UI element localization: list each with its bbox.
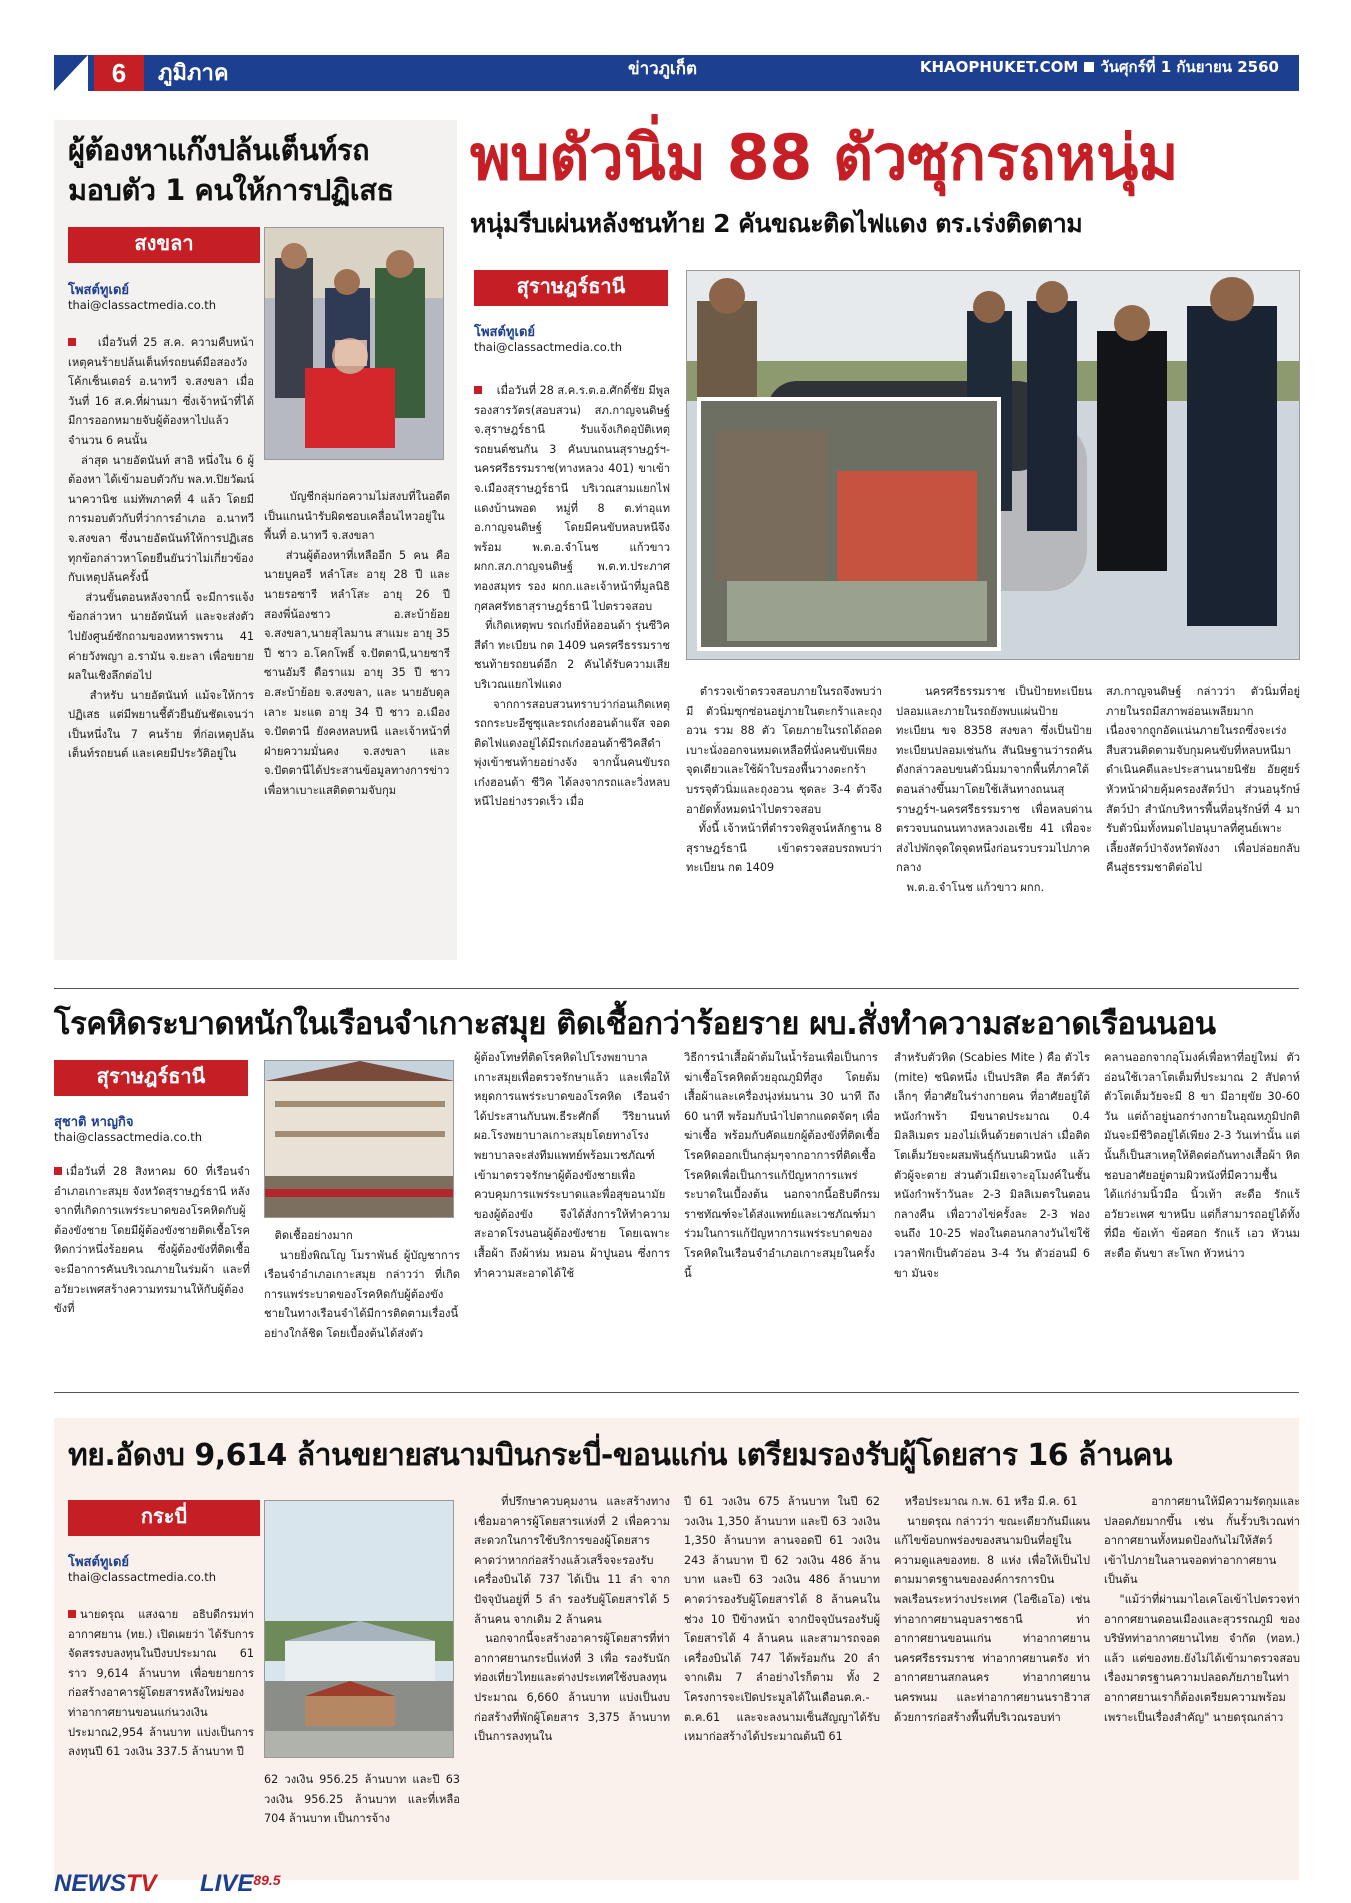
prison-photo-illustration bbox=[265, 1061, 454, 1218]
province-tag-songkhla: สงขลา bbox=[68, 227, 260, 263]
frequency-text: 89.5 bbox=[253, 1872, 281, 1888]
main-column-1-text: เมื่อวันที่ 28 ส.ค.ร.ต.อ.ศักดิ์ชัย มีพูล รองสารวัตร(สอบสวน) สภ.กาญจนดิษฐ์ จ.สุราษฎร์ธานี รับแจ้งเกิดอุบัติเหตุรถยนต์ชนกัน 3 คันบนถนนสุราษฎร์ฯ-นครศรีธรรมราช(ทางหลวง 401) ขาเข้าจ.เมืองสุราษฎร์ธานี บริเวณสามแยกไฟแดงบ้านพอด หมู่ที่ 8 ต.ท่าอุแท อ.กาญจนดิษฐ์ โดยมีคนขับหลบหนีจึงพร้อม พ.ต.อ.จำโนช แก้วขาว ผกก.สภ.กาญจนดิษฐ์ พ.ต.ท.ประภาศ ทองสมุทร รอง ผกก.และเจ้าหน้าที่มูลนิธิกุศลศรัทธาสุราษฎร์ธานี ไปตรวจสอบ ที่เกิดเหตุพบ รถเก๋งยี่ห้อฮอนด้า รุ่นซีวิค สีดำ ทะเบียน กต 1409 นครศรีธรรมราช ชนท้ายรถยนต์อีก 2 คันได้รับความเสียบริเวณแยกไฟแดง จากการสอบสวนทราบว่าก่อนเกิดเหตุรถกระบะอีซูซุและรถเก๋งฮอนด้าแจ๊ส จอดติดไฟแดงอยู่ได้มีรถเก๋งฮอนด้าซีวิคสีดำพุ่งเข้าชนท้ายอย่างจัง จากนั้นคนขับรถเก๋งฮอนด้า ซีวิค ได้ลงจากรถและวิ่งหลบหนีไปอย่างรวดเร็ว เมื่อ bbox=[474, 384, 670, 809]
scabies-column-4: วิธีการนำเสื้อผ้าต้มในน้ำร้อนเพื่อเป็นการฆ่าเชื้อโรคหิดด้วยอุณภูมิที่สูง โดยต้มเสื้อผ้าและเครื่องนุ่งห่มนาน 30 นาที ถึง 60 นาที พร้อมกับนำไปตากแดดจัดๆ เพื่อฆ่าเชื้อ พร้อมกับคัดแยกผู้ต้องขังที่ติดเชื้อโรคหิดออกเป็นกลุ่มๆจากอาการที่ติดเชื้อโรคหิดเพื่อเป็นการแก้ปัญหาการแพร่ระบาดในเบื้องต้น นอกจากนี้อธิบดีกรมราชทัณฑ์จะได้ส่งแพทย์และเวชภัณฑ์มาร่วมในการแก้ปัญหาการแพร่ระบาดของโรคหิดในเรือนจำอำเภอเกาะสมุยในครั้งนี้ bbox=[684, 1051, 880, 1280]
masthead-text: ข่าวภูเก็ต bbox=[628, 59, 698, 79]
section-divider-2 bbox=[54, 1392, 1299, 1393]
airport-photo-illustration bbox=[265, 1501, 454, 1758]
sidebar-headline-line1: ผู้ต้องหาแก๊งปล้นเต็นท์รถ bbox=[68, 133, 370, 167]
news-logo-text: NEWS bbox=[54, 1870, 126, 1897]
scabies-headline: โรคหิดระบาดหนักในเรือนจำเกาะสมุย ติดเชื้อกว่าร้อยราย ผบ.สั่งทำความสะอาดเรือนนอน bbox=[54, 1006, 1216, 1042]
airport-column-2: 62 วงเงิน 956.25 ล้านบาท และปี 63 วงเงิน 956.25 ล้านบาท และที่เหลือ 704 ล้านบาท เป็นการจ้าง bbox=[264, 1773, 460, 1826]
main-column-3: นครศรีธรรมราช เป็นป้ายทะเบียนปลอมและภายในรถยังพบแผ่นป้ายทะเบียน ขจ 8358 สงขลา ซึ่งเป็นป้ายทะเบียนปลอมเช่นกัน สันนิษฐานว่ารถคันดังกล่าวลอบขนตัวนิ่มมาจากพื้นที่ภาคใต้ตอนล่างขึ้นมาโดยใช้เส้นทางถนนสุราษฎร์ฯ-นครศรีธรรมราช เพื่อหลบด่านตรวจบนถนนทางหลวงเอเชีย 41 เพื่อจะส่งไปพักจุดใดจุดหนึ่งก่อนรวบรวมไปภาคกลาง พ.ต.อ.จำโนช แก้วขาว ผกก. bbox=[896, 685, 1092, 894]
main-column-1 bbox=[474, 381, 670, 956]
header-corner-mark bbox=[54, 55, 88, 91]
airport-column-1 bbox=[68, 1605, 254, 1867]
airport-column-4: ปี 61 วงเงิน 675 ล้านบาท ในปี 62 วงเงิน 1,350 ล้านบาท และปี 63 วงเงิน 1,350 ล้านบาท ลานจอดปี 61 วงเงิน 243 ล้านบาท ปี 62 วงเงิน 486 ล้านบาท และปี 63 วงเงิน 486 ล้านบาท คาดว่ารองรับผู้โดยสารได้ 8 ล้านคนในช่วง 10 ปีข้างหน้า จากปัจจุบันรองรับผู้โดยสารได้ 4 ล้านคน และสามารถจอดเครื่องบินได้ 747 ได้พร้อมกัน 20 ลำ จากเดิม 7 ลำอย่างไรก็ตาม ทั้ง 2 โครงการจะเปิดประมูลได้ในเดือนต.ค.-ต.ค.61 และจะลงนามเซ็นสัญญาได้รับเหมาก่อสร้างได้ประมาณต้นปี 61 bbox=[684, 1495, 880, 1744]
site-url[interactable]: KHAOPHUKET.COM bbox=[919, 58, 1079, 76]
paragraph-marker bbox=[474, 386, 482, 394]
main-column-2: ตำรวจเข้าตรวจสอบภายในรถจึงพบว่ามี ตัวนิ่มซุกซ่อนอยู่ภายในตะกร้าและถุงอวน รวม 88 ตัว โดยภายในรถได้ถอดเบาะนั่งออกจนหมดเหลือที่นั่งคนขับเพียงจุดเดียวและใช้ผ้าใบรองพื้นวางตะกร้าบรรจุตัวนิ่มและถุงอวน ชุดละ 3-4 ตัวจึงอายัดทั้งหมดนำไปตรวจสอบ ทั้งนี้ เจ้าหน้าที่ตำรวจพิสูจน์หลักฐาน 8 สุราษฎร์ธานี เข้าตรวจสอบรถพบว่า ทะเบียน กต 1409 bbox=[686, 685, 882, 875]
main-headline: พบตัวนิ่ม 88 ตัวซุกรถหนุ่ม bbox=[470, 121, 1179, 194]
police-inspection-photo bbox=[686, 270, 1300, 660]
paragraph-marker bbox=[68, 1610, 76, 1618]
province-tag-krabi: กระบี่ bbox=[68, 1500, 260, 1536]
scabies-column-6: คลานออกจากอุโมงค์เพื่อหาที่อยู่ใหม่ ตัวอ่อนใช้เวลาโตเต็มที่ประมาณ 2 สัปดาห์ ตัวโตเต็มวัยจะมี 8 ขา มีอายุขัย 30-60 วัน แต่ถ้าอยู่นอกร่างกายในอุณหภูมิปกติมันจะมีชีวิตอยู่ได้เพียง 2-3 วันเท่านั้น แต่นั้นก็เป็นสาเหตุให้ติดต่อกันทางเสื้อผ้า หิดชอบอาศัยอยู่ตามผิวหนังที่มีความชื้น ได้แก่ง่ามนิ้วมือ นิ้วเท้า สะดือ รักแร้ อวัยวะเพศ ขาหนีบ แต่ก็สามารถอยู่ได้ทั้งที่มือ ข้อเท้า ข้อศอก รักแร้ เอว หัวนม สะดือ ต้นขา สะโพก หัวหน่าว bbox=[1104, 1051, 1300, 1260]
author-name: โพสต์ทูเดย์ bbox=[68, 283, 130, 298]
page-number: 6 bbox=[94, 55, 144, 91]
main-subheadline: หนุ่มรีบเผ่นหลังชนท้าย 2 คันขณะติดไฟแดง ตร.เร่งติดตาม bbox=[470, 209, 1083, 238]
sidebar-column-2: บัญชีกลุ่มก่อความไม่สงบที่ในอดีตเป็นแกนนำรับผิดชอบเคลื่อนไหวอยู่ในพื้นที่ อ.นาทวี จ.สงขลา ส่วนผู้ต้องหาที่เหลืออีก 5 คน คือ นายบูคอรี หลำโสะ อายุ 28 ปี และ นายรอซารี หลำโสะ อายุ 26 ปี สองพี่น้องชาว อ.สะบ้าย้อย จ.สงขลา,นายสุไลมาน สาแมะ อายุ 35 ปี ชาว อ.โคกโพธิ์ จ.ปัตตานี,นายซารีซานอัมรี ดือราแม อายุ 35 ปี ชาว อ.สะบ้าย้อย จ.สงขลา, และ นายอับดุลเลาะ มะแต อายุ 34 ปี ชาว อ.เมือง จ.ปัตตานี ยังคงหลบหนี และเจ้าหน้าที่ฝ่ายความมั่นคง จ.สงขลา และ จ.ปัตตานีได้ประสานข้อมูลทางการข่าวเพื่อหาเบาะแสติดตามจับกุม bbox=[264, 490, 450, 797]
scabies-byline bbox=[54, 1115, 244, 1145]
sidebar-byline bbox=[68, 283, 258, 313]
author-email[interactable]: thai@classactmedia.co.th bbox=[54, 1130, 203, 1144]
section-divider bbox=[54, 988, 1299, 989]
airport-column-1-text: นายดรุณ แสงฉาย อธิบดีกรมท่าอากาศยาน (ทย.) เปิดเผยว่า ได้รับการจัดสรรงบลงทุนในปีงบประมาณ 61 ราว 9,614 ล้านบาท เพื่อขยายการก่อสร้างอาคารผู้โดยสารหลังใหม่ของท่าอากาศยานขอนแก่นวงเงินประมาณ2,954 ล้านบาท แบ่งเป็นการลงทุนปี 61 วงเงิน 337.5 ล้านบาท ปี bbox=[68, 1608, 254, 1759]
section-title: ภูมิภาค bbox=[158, 61, 229, 86]
tv-logo-text: TV bbox=[126, 1870, 157, 1897]
paragraph-marker bbox=[68, 338, 76, 346]
scabies-column-2: ติดเชื้ออย่างมาก นายยิ่งพิณโญ โมราพันธ์ ผู้บัญชาการเรือนจำอำเภอเกาะสมุย กล่าวว่า ที่เกิดการแพร่ระบาดของโรคหิดกับผู้ต้องขังชายในทางเรือนจำได้มีการติดตามเรื่องนี้อย่างใกล้ชิด โดยเบื้องต้นได้ส่งตัว bbox=[264, 1229, 460, 1340]
prison-photo bbox=[264, 1060, 454, 1218]
live-logo-text: LIVE bbox=[200, 1870, 254, 1897]
scabies-column-1 bbox=[54, 1162, 250, 1367]
scabies-column-5: สำหรับตัวหิด (Scabies Mite ) คือ ตัวไร (mite) ชนิดหนึ่ง เป็นปรสิต คือ สัตว์ตัวเล็กๆ ที่อาศัยในร่างกายคน ที่อาศัยอยู่ใต้หนังกำพร้า มีขนาดประมาณ 0.4 มิลลิเมตร มองไม่เห็นด้วยตาเปล่า เมื่อติดโตเต็มวัยจะผสมพันธุ์กันบนผิวหนัง แล้วตัวผู้จะตาย ส่วนตัวเมียเจาะอุโมงค์ในชั้นหนังกำพร้าวันละ 2-3 มิลลิเมตรในตอนกลางคืน เพื่อวางไข่ครั้งละ 2-3 ฟอง จนถึง 10-25 ฟองในตอนกลางวันไข่ใช้เวลาฟักเป็นตัวอ่อน 3-4 วัน ตัวอ่อนมี 6 ขา มันจะ bbox=[894, 1051, 1090, 1280]
suspect-photo bbox=[264, 227, 444, 460]
province-tag-surat-2: สุราษฎร์ธานี bbox=[54, 1060, 248, 1096]
author-name: โพสต์ทูเดย์ bbox=[474, 325, 536, 340]
airport-headline: ทย.อัดงบ 9,614 ล้านขยายสนามบินกระบี่-ขอนแก่น เตรียมรองรับผู้โดยสาร 16 ล้านคน bbox=[68, 1438, 1172, 1473]
live-radio-logo[interactable] bbox=[200, 1870, 281, 1898]
news1-tv-logo[interactable] bbox=[54, 1870, 157, 1898]
sidebar-headline-line2: มอบตัว 1 คนให้การปฏิเสธ bbox=[68, 173, 394, 207]
separator-square bbox=[1084, 62, 1094, 72]
scabies-column-1-text: เมื่อวันที่ 28 สิงหาคม 60 ที่เรือนจำอำเภอเกาะสมุย จังหวัดสุราษฎร์ธานี หลังจากที่เกิดการแพร่ระบาดของโรคหิดกับผู้ต้องขังชาย โดยมีผู้ต้องขังชายติดเชื้อโรคหิดกว่าหนึ่งร้อยคน ซึ่งผู้ต้องขังที่ติดเชื้อจะมีอาการคันบริเวณภายในร่มผ้า และที่อวัยวะเพศสร้างความทรมานให้กับผู้ต้องขังที่ bbox=[54, 1165, 250, 1316]
airport-column-5: หรือประมาณ ก.พ. 61 หรือ มี.ค. 61 นายดรุณ กล่าวว่า ขณะเดียวกันมีแผนแก้ไขข้อบกพร่องของสนามบินที่อยู่ในความดูแลของทย. 8 แห่ง เพื่อให้เป็นไปตามมาตรฐานขององค์การการบินพลเรือนระหว่างประเทศ (ไอซีเอโอ) เช่น ท่าอากาศยานอุบลราชธานี ท่าอากาศยานขอนแก่น ท่าอากาศยานนครศรีธรรมราช ท่าอากาศยานตรัง ท่าอากาศยานสกลนคร ท่าอากาศยานนครพนม และท่าอากาศยานนราธิวาส ด้วยการก่อสร้างพื้นที่บริเวณรอบท่า bbox=[894, 1495, 1090, 1724]
sidebar-column-1 bbox=[68, 333, 254, 953]
airport-photo bbox=[264, 1500, 454, 1758]
main-column-4: สภ.กาญจนดิษฐ์ กล่าวว่า ตัวนิ่มที่อยู่ภายในรถมีสภาพอ่อนเพลียมาก เนื่องจากถูกอัดแน่นภายในรถซึ่งจะเร่งสืบสวนติดตามจับกุมคนขับที่หลบหนีมาดำเนินคดีและประสานนายนิชัย อัยศูยร์ หัวหน้าฝ่ายคุ้มครองสัตว์ป่า ส่วนอนุรักษ์สัตว์ป่า สำนักบริหารพื้นที่อนุรักษ์ที่ 4 มารับตัวนิ่มทั้งหมดไปอนุบาลที่ศูนย์เพาะเลี้ยงสัตว์ป่าจังหวัดพังงา เพื่อปล่อยกลับคืนสู่ธรรมชาติต่อไป bbox=[1106, 685, 1300, 875]
author-email[interactable]: thai@classactmedia.co.th bbox=[68, 1570, 217, 1584]
province-tag-surat: สุราษฎร์ธานี bbox=[474, 270, 668, 306]
issue-date: วันศุกร์ที่ 1 กันยายน 2560 bbox=[1100, 58, 1279, 76]
sidebar-column-1-text: เมื่อวันที่ 25 ส.ค. ความคืบหน้าเหตุคนร้ายปล้นเต็นท์รถยนต์มือสองวังโค้กเซ็นเตอร์ อ.นาทวี จ.สงขลา เมื่อวันที่ 16 ส.ค.ที่ผ่านมา ซึ่งเจ้าหน้าที่ได้มีการออกหมายจับผู้ต้องหาไปแล้วจำนวน 6 คนนั้น ล่าสุด นายอัตนันท์ สาอิ หนึ่งใน 6 ผู้ต้องหา ได้เข้ามอบตัวกับ พล.ท.ปิยวัฒน์ นาควานิช แม่ทัพภาคที่ 4 แล้ว โดยมีการมอบตัวกับที่ว่าการอำเภอ อ.นาทวี จ.สงขลา ซึ่งนายอัตนันท์ให้การปฏิเสธทุกข้อกล่าวหาโดยยืนยันว่าไม่เกี่ยวข้องกับเหตุปล้นครั้งนี้ ส่วนขั้นตอนหลังจากนี้ จะมีการแจ้งข้อกล่าวหา นายอัตนันท์ และจะส่งตัวไปยังศูนย์ซักถามของทหารพราน 41 ค่ายวังพญา อ.รามัน จ.ยะลา เพื่อขยายผลในเชิงลึกต่อไป สำหรับ นายอัตนันท์ แม้จะให้การปฏิเสธ แต่มีพยานชี้ตัวยืนยันชัดเจนว่าเป็นหนึ่งใน 7 คนร้าย ที่ก่อเหตุปล้นเต็นท์รถยนต์ และเคยมีประวัติอยู่ใน bbox=[68, 336, 254, 761]
airport-byline bbox=[68, 1555, 258, 1585]
sidebar-headline bbox=[68, 130, 448, 210]
header-info bbox=[920, 55, 1279, 91]
author-name: สุชาติ หาญกิจ bbox=[54, 1115, 134, 1130]
paragraph-marker bbox=[54, 1167, 62, 1175]
main-byline bbox=[474, 325, 664, 355]
masthead-logo bbox=[628, 55, 697, 91]
airport-column-6: อากาศยานให้มีความรัดกุมและปลอดภัยมากขึ้น เช่น กั้นรั้วบริเวณท่าอากาศยานทั้งหมดป้องกันไม่ให้สัตว์เข้าไปภายในลานจอดท่าอากาศยาน เป็นต้น "แม้ว่าที่ผ่านมาไอเคโอเข้าไปตรวจท่าอากาศยานดอนเมืองและสุวรรณภูมิ ของบริษัทท่าอากาศยานไทย จำกัด (ทอท.) แล้ว แต่ของทย.ยังไม่ได้เข้ามาตรวจสอบเรื่องมาตรฐานความปลอดภัยภายในท่าอากาศยานเราก็ต้องเตรียมความพร้อมเพราะเป็นเรื่องสำคัญ" นายดรุณกล่าว bbox=[1104, 1495, 1300, 1724]
police-photo-illustration bbox=[687, 271, 1300, 660]
scabies-column-3: ผู้ต้องโทษที่ติดโรคหิดไปโรงพยาบาลเกาะสมุยเพื่อตรวจรักษาแล้ว และเพื่อให้หยุดการแพร่ระบาดของโรคหิด เรือนจำได้ประสานกับนพ.ธีระศักดิ์ วีริยานนท์ ผอ.โรงพยาบาลเกาะสมุยโดยทางโรงพยาบาลจะส่งทีมแพทย์พร้อมเวชภัณฑ์เข้ามาตรวจรักษาผู้ต้องขังชายเพื่อควบคุมการแพร่ระบาดและพื่อสุขอนามัยของผู้ต้องขัง จึงได้สั่งการให้ทำความสะอาดโรงนอนผู้ต้องขังชาย โดยเฉพาะเสื้อผ้า ถึงผ้าห่ม หมอน ผ้าปูนอน ซึ่งการทำความสะอาดได้ใช้ bbox=[474, 1051, 670, 1280]
suspect-photo-illustration bbox=[265, 228, 444, 460]
airport-column-3: ที่ปรึกษาควบคุมงาน และสร้างทางเชื่อมอาคารผู้โดยสารแห่งที่ 2 เพื่อความสะดวกในการใช้บริการของผู้โดยสาร คาดว่าหากก่อสร้างแล้วเสร็จจะรองรับเครื่องบินได้ 737 ได้เป็น 11 ลำ จากปัจจุบันอยู่ที่ 5 ลำ รองรับผู้โดยสารได้ 5 ล้านคน จากเดิม 2 ล้านคน นอกจากนี้จะสร้างอาคารผู้โดยสารที่ท่าอากาศยานกระบี่แห่งที่ 3 เพื่อ รองรับนักท่องเที่ยวไทยและต่างประเทศใช้งบลงทุนประมาณ 6,660 ล้านบาท แบ่งเป็นงบก่อสร้างที่พักผู้โดยสาร 3,375 ล้านบาท เป็นการลงทุนใน bbox=[474, 1495, 670, 1744]
author-email[interactable]: thai@classactmedia.co.th bbox=[68, 298, 217, 312]
author-email[interactable]: thai@classactmedia.co.th bbox=[474, 340, 623, 354]
author-name: โพสต์ทูเดย์ bbox=[68, 1555, 130, 1570]
